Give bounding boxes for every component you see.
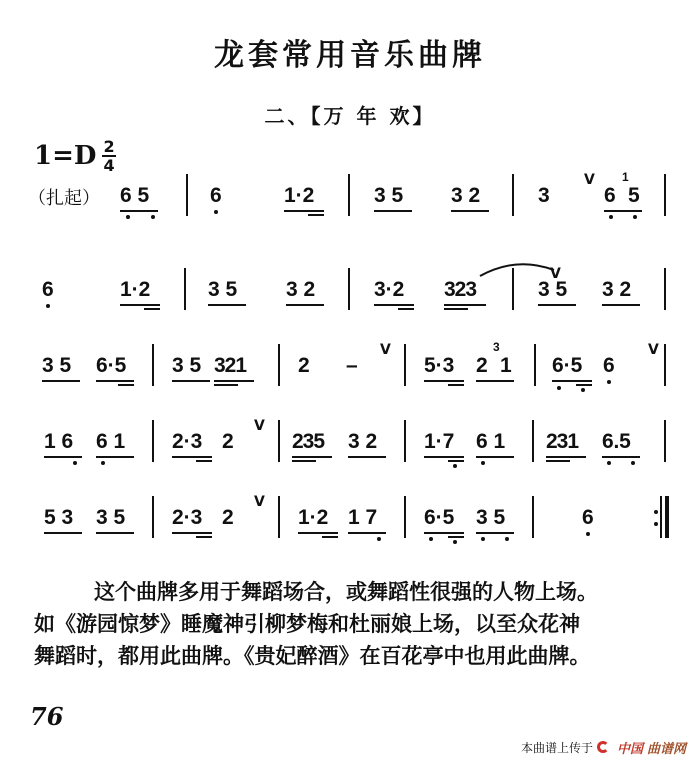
note-group: 3 5 xyxy=(96,506,126,529)
underline xyxy=(214,380,254,382)
note: 2 xyxy=(222,506,234,529)
note-group: 3 2 xyxy=(348,430,378,453)
intro-marking: （扎起） xyxy=(28,188,100,209)
underline xyxy=(546,460,570,462)
grace-note: 3 xyxy=(493,340,500,354)
barline xyxy=(664,420,666,462)
underline xyxy=(96,380,134,382)
underline xyxy=(298,532,338,534)
underline xyxy=(476,532,514,534)
low-octave-dot xyxy=(151,215,155,219)
note: 6 xyxy=(210,184,222,207)
underline xyxy=(348,532,386,534)
low-octave-dot xyxy=(126,215,130,219)
score-row-2 xyxy=(0,268,700,328)
barline xyxy=(532,420,534,462)
underline xyxy=(424,380,464,382)
note: 1 xyxy=(500,354,512,377)
underline xyxy=(546,456,586,458)
time-numerator: 2 xyxy=(103,137,115,156)
note-group: 1·2 xyxy=(120,278,151,301)
note-group: 235 xyxy=(292,430,325,453)
low-octave-dot xyxy=(46,304,50,308)
barline xyxy=(278,496,280,538)
note-group: 1 7 xyxy=(348,506,378,529)
low-octave-dot xyxy=(214,210,218,214)
site-name-part2: 曲谱网 xyxy=(646,742,686,757)
note-group: 6·5 xyxy=(96,354,127,377)
underline xyxy=(292,456,332,458)
underline xyxy=(604,210,642,212)
note-group: 3 5 xyxy=(208,278,238,301)
low-octave-dot xyxy=(453,540,457,544)
repeat-barline-thick xyxy=(665,496,669,538)
description xyxy=(34,576,686,672)
note-group: 3 5 xyxy=(42,354,72,377)
score-row-5 xyxy=(0,496,700,556)
underline xyxy=(348,456,386,458)
underline xyxy=(196,460,212,462)
note: 3 xyxy=(538,184,550,207)
note-group: 323 xyxy=(444,278,477,301)
grace-note: 1 xyxy=(622,170,629,184)
underline xyxy=(172,380,210,382)
note-group: 3 5 xyxy=(374,184,404,207)
breath-mark: V xyxy=(254,418,265,434)
underline xyxy=(448,460,464,462)
note-group: 6 . 5 xyxy=(602,430,628,453)
barline xyxy=(348,174,350,216)
barline xyxy=(404,496,406,538)
underline xyxy=(398,308,414,310)
underline xyxy=(286,304,324,306)
note-group: 3 5 xyxy=(538,278,568,301)
note: 5 xyxy=(628,184,640,207)
breath-mark: V xyxy=(380,342,391,358)
underline xyxy=(120,210,158,212)
note-group: 2·3 xyxy=(172,506,203,529)
barline xyxy=(532,496,534,538)
underline xyxy=(118,384,134,386)
underline xyxy=(214,384,238,386)
note: 2 xyxy=(476,354,488,377)
breath-mark: V xyxy=(254,494,265,510)
slur-tie xyxy=(478,260,558,280)
underline xyxy=(284,210,324,212)
underline xyxy=(448,384,464,386)
barline xyxy=(534,344,536,386)
repeat-barline-thin xyxy=(660,496,662,538)
underline xyxy=(552,380,592,382)
low-octave-dot xyxy=(429,537,433,541)
uploaded-text: 本曲谱上传于 xyxy=(520,741,593,755)
note-group: 6·5 xyxy=(552,354,583,377)
low-octave-dot xyxy=(631,461,635,465)
low-octave-dot xyxy=(101,461,105,465)
underline xyxy=(602,456,640,458)
note-group: 3 2 xyxy=(286,278,316,301)
barline xyxy=(664,268,666,310)
underline xyxy=(42,380,80,382)
barline xyxy=(664,174,666,216)
note-group: 3 2 xyxy=(451,184,481,207)
note-group: 2·3 xyxy=(172,430,203,453)
barline xyxy=(512,174,514,216)
barline xyxy=(184,268,186,310)
underline xyxy=(322,536,338,538)
time-denominator: 4 xyxy=(103,156,115,175)
note-group: 3 5 xyxy=(476,506,506,529)
underline xyxy=(292,460,316,462)
note: 2 xyxy=(222,430,234,453)
note-group: 5·3 xyxy=(424,354,455,377)
low-octave-dot xyxy=(607,380,611,384)
low-octave-dot xyxy=(581,388,585,392)
underline xyxy=(448,536,464,538)
low-octave-dot xyxy=(505,537,509,541)
underline xyxy=(172,456,212,458)
barline xyxy=(664,344,666,386)
breath-mark: V xyxy=(648,342,659,358)
site-logo-icon xyxy=(597,741,613,755)
description-line: 如《游园惊梦》睡魔神引柳梦梅和杜丽娘上场，以至众花神 xyxy=(34,611,580,636)
barline xyxy=(152,344,154,386)
underline xyxy=(96,456,134,458)
underline xyxy=(120,304,160,306)
note-group: 6·5 xyxy=(424,506,455,529)
low-octave-dot xyxy=(633,215,637,219)
tune-title: 二、【万 年 欢】 xyxy=(264,104,436,128)
note: 6 xyxy=(604,184,616,207)
low-octave-dot xyxy=(607,461,611,465)
underline xyxy=(444,304,486,306)
note-group: 1·2 xyxy=(284,184,315,207)
note: 6 xyxy=(582,506,594,529)
underline xyxy=(208,304,246,306)
barline xyxy=(186,174,188,216)
low-octave-dot xyxy=(609,215,613,219)
time-signature xyxy=(102,138,115,174)
low-octave-dot xyxy=(481,461,485,465)
underline xyxy=(308,214,324,216)
low-octave-dot xyxy=(377,537,381,541)
description-line: 舞蹈时，都用此曲牌。《贵妃醉酒》在百花亭中也用此曲牌。 xyxy=(34,643,591,668)
note-group: 1·7 xyxy=(424,430,455,453)
low-octave-dot xyxy=(586,532,590,536)
underline xyxy=(444,308,468,310)
low-octave-dot xyxy=(557,386,561,390)
site-name-part1: 中国 xyxy=(616,742,643,757)
underline xyxy=(476,380,514,382)
underline xyxy=(196,536,212,538)
note-group: 5 3 xyxy=(44,506,74,529)
note-group: 6 5 xyxy=(120,184,150,207)
low-octave-dot xyxy=(481,537,485,541)
note-group: 321 xyxy=(214,354,247,377)
note-group: 3 5 xyxy=(172,354,202,377)
underline xyxy=(144,308,160,310)
note-group: 231 xyxy=(546,430,579,453)
breath-mark: V xyxy=(584,172,595,188)
note-group: 3·2 xyxy=(374,278,405,301)
barline xyxy=(348,268,350,310)
page-title: 龙套常用音乐曲牌 xyxy=(214,38,486,73)
key-signature xyxy=(34,138,116,174)
barline xyxy=(152,420,154,462)
underline xyxy=(476,456,514,458)
note-group: 3 2 xyxy=(602,278,632,301)
barline xyxy=(278,420,280,462)
breath-mark: V xyxy=(550,266,561,282)
score-row-1 xyxy=(0,170,700,234)
underline xyxy=(424,456,464,458)
underline xyxy=(374,210,412,212)
low-octave-dot xyxy=(73,461,77,465)
low-octave-dot xyxy=(453,464,457,468)
underline xyxy=(44,532,82,534)
barline xyxy=(404,344,406,386)
repeat-dot xyxy=(654,522,658,526)
note-group: 6 1 xyxy=(96,430,126,453)
barline xyxy=(278,344,280,386)
note: 6 xyxy=(42,278,54,301)
underline xyxy=(576,384,592,386)
note: 2 xyxy=(298,354,310,377)
note: 6 xyxy=(603,354,615,377)
barline xyxy=(404,420,406,462)
underline xyxy=(424,532,464,534)
note-group: 6 1 xyxy=(476,430,506,453)
repeat-dot xyxy=(654,510,658,514)
underline xyxy=(96,532,134,534)
underline xyxy=(451,210,489,212)
note-group: 1·2 xyxy=(298,506,329,529)
source-watermark[interactable] xyxy=(521,738,686,757)
score-row-4 xyxy=(0,420,700,480)
underline xyxy=(374,304,414,306)
score-row-3 xyxy=(0,340,700,404)
underline xyxy=(602,304,640,306)
barline xyxy=(152,496,154,538)
underline xyxy=(172,532,212,534)
note-group: 1 6 xyxy=(44,430,74,453)
page-number: 76 xyxy=(30,702,64,731)
description-line: 这个曲牌多用于舞蹈场合，或舞蹈性很强的人物上场。 xyxy=(94,579,598,604)
underline xyxy=(538,304,576,306)
key-tonic: 1=D xyxy=(34,141,97,171)
dash-extension: – xyxy=(346,354,358,377)
underline xyxy=(44,456,82,458)
